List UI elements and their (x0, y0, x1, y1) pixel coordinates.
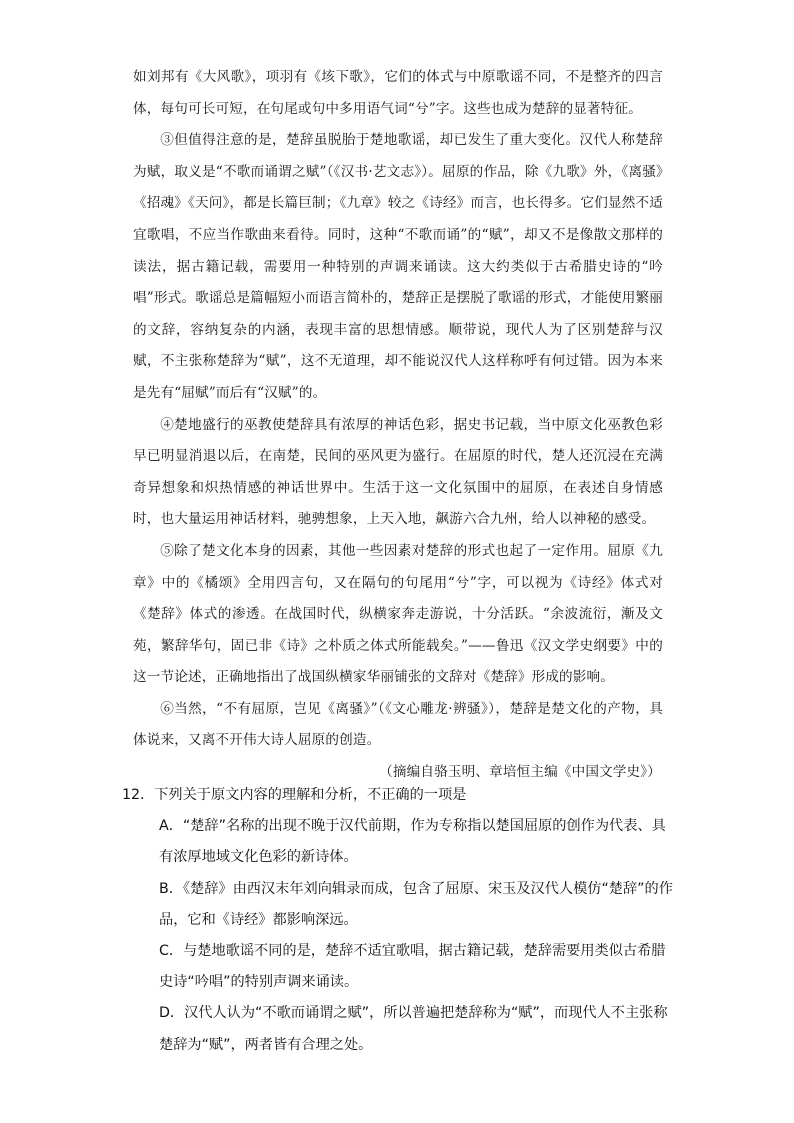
text-line: 也大量运用神话材料，驰骋想象，上天入地，飙游六合九州，给人以神秘的感受。 (160, 511, 656, 528)
text-line: 楚辞与汉赋，不主张称楚辞为“赋”，这不无道理，却不能说汉代人这样称呼有何过错。 (133, 321, 663, 370)
text-line: 苑，繁辞华句，固已非《诗》之朴质之体式所能载矣。”——鲁迅《汉文学史纲要》中 (133, 637, 650, 654)
text-line: 因为本来是先有“屈赋”而后有“汉赋”的。 (133, 353, 663, 401)
text-line: 如刘邦有《大风歌》，项羽有《垓下歌》，它们的体式与中原歌谣不同，不是整齐的四言 (133, 69, 663, 85)
text-line: ③但值得注意的是，楚辞虽脱胎于楚地歌谣，却已发生了重大变化。汉代人称楚辞 (160, 132, 663, 149)
text-line: 为赋，取义是“不歌而诵谓之赋”（《汉书·艺文志》）。屈原的作品，除《九歌》外，《离 (133, 163, 643, 180)
option-a[interactable] (137, 811, 677, 873)
option-text: D．汉代人认为“不歌而诵谓之赋”，所以普遍把楚辞称为“赋”，而现代人不主张称 (159, 1005, 668, 1022)
text-line: ⑥当然，“不有屈原，岂见《离骚》”（《文心雕龙·辨骚》），楚辞是楚文化的产物， (160, 700, 650, 717)
option-b[interactable] (137, 874, 677, 936)
option-text: 楚辞为“赋”，两者皆有合理之处。 (159, 1036, 373, 1053)
text-line: 具体说来，又离不开伟大诗人屈原的创造。 (133, 700, 663, 749)
text-line: 诗的“吟唱”形式。歌谣总是篇幅短小而语言简朴的，楚辞正是摆脱了歌谣的形式，才 (133, 258, 663, 307)
text-line: 早已明显消退以后，在南楚，民间的巫风更为盛行。在屈原的时代，楚人还沉浸在充满 (133, 448, 663, 465)
text-line: ⑤除了楚文化本身的因素，其他一些因素对楚辞的形式也起了一定作用。屈原《九 (160, 542, 663, 559)
text-line: 章》中的《橘颂》全用四言句，又在隔句的句尾用“兮”字，可以视为《诗经》体式对 (133, 574, 663, 591)
option-d[interactable] (137, 998, 677, 1060)
paragraph-2-tail (133, 62, 663, 125)
paragraph-6 (133, 694, 663, 757)
paragraph-3 (133, 125, 663, 409)
question-12 (122, 780, 677, 1061)
text-line: ④楚地盛行的巫教使楚辞具有浓厚的神话色彩，据史书记载，当中原文化巫教色彩 (160, 416, 663, 433)
text-line: 散文那样的读法，据古籍记载，需要用一种特别的声调来诵读。这大约类似于古希腊史 (133, 226, 664, 275)
option-text: B．《楚辞》由西汉末年刘向辑录而成，包含了屈原、宋玉及汉代人模仿“楚辞”的作 (159, 880, 673, 897)
text-line: 体，每句可长可短，在句尾或句中多用语气词“兮”字。这些也成为楚辞的显著特征。 (133, 100, 642, 117)
paragraph-5 (133, 536, 663, 694)
text-line: 奇异想象和炽热情感的神话世界中。生活于这一文化氛围中的屈原，在表述自身情感时， (133, 479, 663, 528)
text-line: 的这一节论述，正确地指出了战国纵横家华丽铺张的文辞对《楚辞》形成的影响。 (133, 637, 663, 686)
option-text: 品，它和《诗经》都影响深远。 (159, 911, 358, 928)
source-citation: （摘编自骆玉明、章培恒主编《中国文学史》） (379, 764, 661, 781)
text-line: 然不适宜歌唱，不应当作歌曲来看待。同时，这种“不歌而诵”的“赋”，却又不是像 (133, 195, 663, 243)
option-text: 有浓厚地域文化色彩的新诗体。 (159, 849, 358, 866)
text-line: 骚》《招魂》《天问》，都是长篇巨制；《九章》较之《诗经》而言，也长得多。它们显 (133, 163, 663, 212)
reading-passage (133, 62, 663, 789)
option-c[interactable] (137, 936, 677, 998)
option-text: A．“楚辞”名称的出现不晚于汉代前期，作为专称指以楚国屈原的创作为代表、具 (159, 818, 666, 835)
text-line: 能使用繁丽的文辞，容纳复杂的内涵，表现丰富的思想情感。顺带说，现代人为了区别 (133, 290, 664, 338)
text-line: 《楚辞》体式的渗透。在战国时代，纵横家奔走游说，十分活跃。“余波流衍，漸及文 (133, 606, 663, 623)
paragraph-4 (133, 410, 663, 536)
option-text: 史诗“吟唱”的特别声调来诵读。 (159, 974, 359, 991)
question-stem: 12．下列关于原文内容的理解和分析，不正确的一项是 (122, 787, 467, 803)
option-text: C．与楚地歌谣不同的是，楚辞不适宜歌唱，据古籍记载，楚辞需要用类似古希腊 (159, 943, 666, 960)
